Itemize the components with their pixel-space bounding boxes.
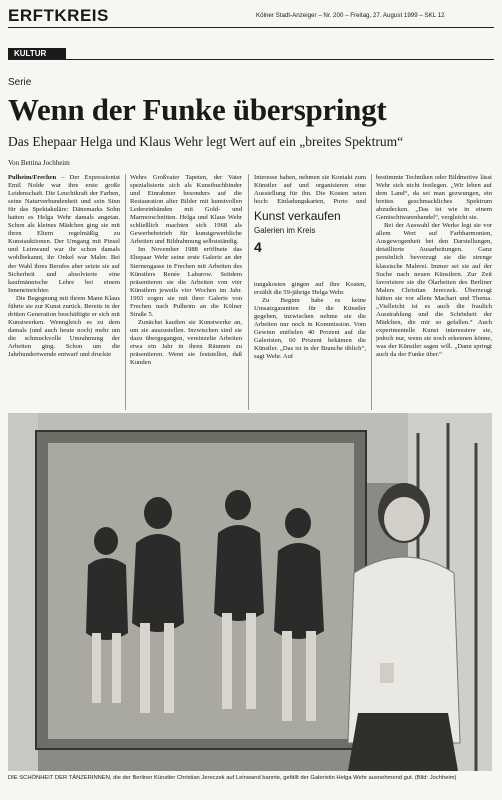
byline: Von Bettina Jochheim (8, 159, 70, 167)
factbox-number: 4 (254, 239, 262, 255)
column-divider (371, 174, 372, 410)
subheadline: Das Ehepaar Helga und Klaus Wehr legt Wert auf ein „breites Spektrum“ (8, 134, 404, 149)
paragraph: Interesse haben, nehmen sie Kontakt zum Künstler auf und organisieren eine Ausstellung für ihn. Die Kosten seien hoch: Einladungskarten, Porto und (254, 174, 366, 204)
column-divider (248, 174, 249, 410)
article-photo (8, 413, 492, 771)
photo-gallerist-with-dancers-painting (8, 413, 492, 771)
kultur-label: KULTUR (8, 48, 66, 59)
paragraph: Zu Beginn habe es keine Umsatzgarantien für die Künstler gegeben, inzwischen nehme sie die Arbeiten nur noch in Kommission. Vom Gewinn entfielen 40 Prozent auf die Galeristen, 60 Prozent bekämen die Künstler. „Das ist in der Branche üblich“, sagt Wehr. Auf (254, 297, 366, 361)
kicker: Serie (8, 77, 32, 88)
article-column-3b (254, 281, 366, 361)
issue-line: Kölner Stadt-Anzeiger – Nr. 200 – Freitag, 27. August 1999 – SKL 12 (256, 12, 445, 19)
factbox-subheading: Galerien im Kreis (254, 226, 316, 235)
article-column-1 (8, 174, 120, 359)
headline: Wenn der Funke überspringt (8, 92, 387, 127)
paragraph: Bei der Auswahl der Werke legt sie vor allem Wert auf Farbharmonien, Ausgewogenheit bei den Darstellungen, detaillierte Ausarbeitungen. Ganz persönlich bevorzugt sie die strenge klassische Malerei. Immer sei sie auf der Suche nach neuen Künstlern. Zur Zeit favorisiere sie die Ölarbeiten des Berliner Malers Christian Jereczek. Überzeugt hätten sie vor allem Machart und Thema. „Vielleicht ist es auch die fraulich Ausstrahlung und die Schönheit der Mädchen, die mir so gefallen.“ Auch experimentelle Kunst interessiere sie, jedoch nur, wenn sie noch erkennen könne, was der Künstler sagen will. „Dann springt auch da der Funke über.“ (376, 222, 492, 359)
paragraph: Pulheim/Frechen – Der Expressionist Emil Nolde war ihre erste große Leidenschaft. Die Leuchtkraft der Farben, seine Naturverbundenheit und sein Sinn für das Spektakuläre: Dänemarks Sohn hatten es Helga Wehr damals angetan. Schon als kleines Mädchen ging sie mit ihren Eltern regelmäßig zu Kunstauktionen. Der Umgang mit Pinsel und Leinwand war ihr schon damals wohlbekannt, ihr Onkel war Maler. Bei der Wahl ihres Berufes aber setzte sie auf Sicherheit und absolvierte eine kaufmännische Lehre bei einem Inneneinrichter. (8, 174, 120, 294)
article-column-4 (376, 174, 492, 359)
article-column-3a (254, 174, 366, 204)
column-divider (125, 174, 126, 410)
top-rule (8, 27, 494, 28)
factbox-heading: Kunst verkaufen (254, 209, 341, 223)
dateline: Pulheim/Frechen (8, 174, 57, 181)
paragraph: Im November 1988 eröffnete das Ehepaar Wehr seine erste Galerie an der Sternengasse in Frechen mit Arbeiten des Künstlers Renée Labarow. Seitdem präsentieren sie die Arbeiten von vier Künstlern jeweils vier Wochen im Jahr. 1993 zogen sie mit ihrer Galerie von Frechen nach Pulheim an die Kölner Straße 5. (130, 246, 242, 318)
paragraph: Die Begegnung mit ihrem Mann Klaus führte sie zur Kunst zurück. Bereits in der dritten Generation beschäftigte er sich mit Kunstwerken. Wenngleich es zu dem damals (und auch heute noch) mehr um die schmuckvolle Umrahmung der Arbeiten ging. Schon um die Jahrhundertwende entwarf und druckte (8, 294, 120, 359)
paragraph: Wehrs Großvater Tapeten, der Vater spezialisierte sich als Kunstbuchbinder und Einrahmer besonders auf die Restauration alter Bilder mit kunstvollen Ledereinbänden mit Gold- und Marmorschnitten. Helga und Klaus Wehr schließlich machten sich 1968 als Gewerbebetrieb für kunstgewerbliche Arbeiten und Bildrahmung selbstständig. (130, 174, 242, 246)
section-name: ERFTKREIS (8, 6, 109, 25)
article-column-2 (130, 174, 242, 367)
paragraph: tungskosten gingen auf ihre Kosten, erzählt die 59-jährige Helga Wehr. (254, 281, 366, 297)
photo-caption: DIE SCHÖNHEIT DER TÄNZERINNEN, die der Berliner Künstler Christian Jereczek auf Leinwand bannte, gefällt der Galeristin Helga Wehr ausnehmend gut. (Bild: Jochheim) (8, 775, 457, 781)
kultur-rule (8, 59, 494, 60)
paragraph: Zunächst kauften sie Kunstwerke an, um sie auszustellen. Inzwischen sind sie dazu übergegangen, vereinzelte Arbeiten etwa ein Jahr in ihren Räumen zu präsentieren. Wenn sie feststellen, daß Kunden (130, 318, 242, 367)
paragraph: bestimmte Techniken oder Bildmotive lässt Wehr sich nicht festlegen. „Wir leben auf dem Land“, da sei man gezwungen, ein breites geschmackliches Spektrum abzudecken. „Das ist wie in einem Gemischtwarenhandel“, vergleicht sie. (376, 174, 492, 222)
